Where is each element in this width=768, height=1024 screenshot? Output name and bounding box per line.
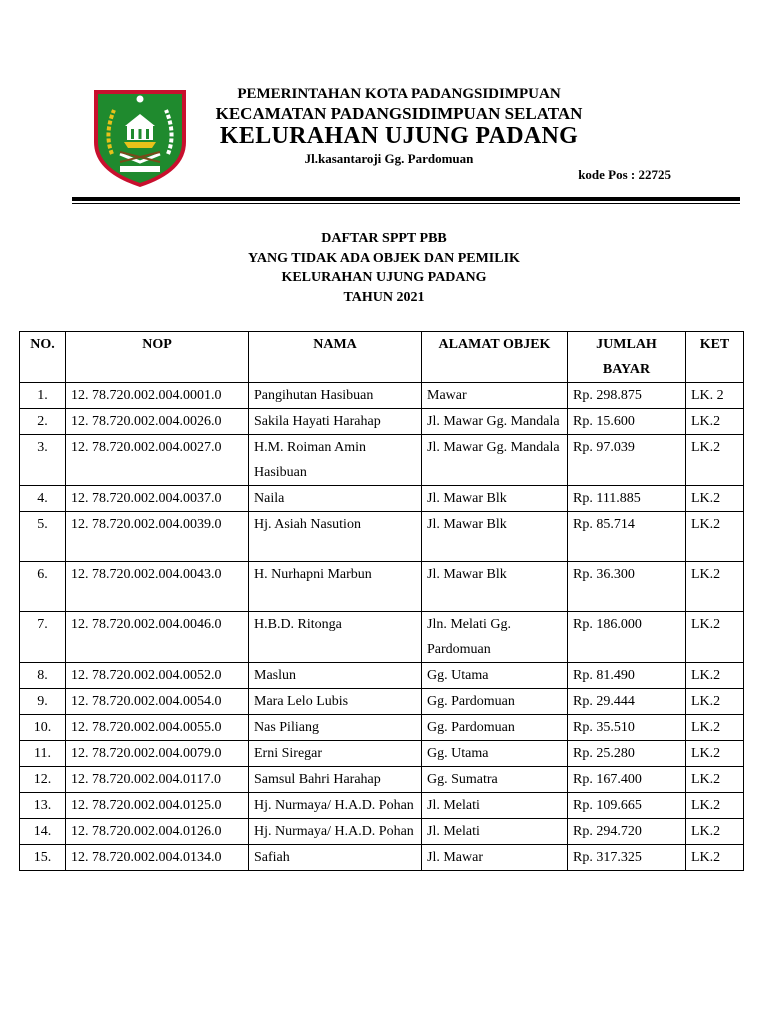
cell-nama: Hj. Asiah Nasution <box>249 512 422 562</box>
header-jumlah <box>568 332 686 383</box>
cell-ket: LK.2 <box>686 793 744 819</box>
cell-jumlah: Rp. 81.490 <box>568 663 686 689</box>
cell-ket: LK.2 <box>686 512 744 562</box>
cell-nop: 12. 78.720.002.004.0055.0 <box>66 715 249 741</box>
header-alamat: ALAMAT OBJEK <box>422 332 568 383</box>
cell-nama: Safiah <box>249 845 422 871</box>
cell-no: 5. <box>20 512 66 562</box>
cell-alamat: Jl. Melati <box>422 819 568 845</box>
cell-jumlah: Rp. 85.714 <box>568 512 686 562</box>
table-row <box>20 383 744 409</box>
header-jumlah-line2: BAYAR <box>602 362 651 377</box>
cell-jumlah: Rp. 25.280 <box>568 741 686 767</box>
cell-nama: H.B.D. Ritonga <box>249 612 422 663</box>
cell-ket: LK.2 <box>686 741 744 767</box>
title-line-4: TAHUN 2021 <box>343 289 425 305</box>
cell-alamat: Jl. Mawar Blk <box>422 512 568 562</box>
header-ket: KET <box>686 332 744 383</box>
table-row <box>20 767 744 793</box>
cell-nop: 12. 78.720.002.004.0134.0 <box>66 845 249 871</box>
cell-no: 14. <box>20 819 66 845</box>
cell-alamat: Jl. Mawar <box>422 845 568 871</box>
header-jumlah-line1: JUMLAH <box>596 337 657 352</box>
cell-jumlah: Rp. 109.665 <box>568 793 686 819</box>
cell-ket: LK.2 <box>686 845 744 871</box>
cell-alamat: Jl. Mawar Gg. Mandala <box>422 435 568 486</box>
cell-no: 6. <box>20 562 66 612</box>
cell-alamat: Jl. Mawar Blk <box>422 562 568 612</box>
cell-jumlah: Rp. 111.885 <box>568 486 686 512</box>
kelurahan-name: KELURAHAN UJUNG PADANG <box>219 123 579 149</box>
cell-jumlah: Rp. 36.300 <box>568 562 686 612</box>
cell-alamat: Jl. Mawar Gg. Mandala <box>422 409 568 435</box>
cell-ket: LK.2 <box>686 612 744 663</box>
table-row <box>20 512 744 562</box>
header-nama: NAMA <box>249 332 422 383</box>
cell-no: 11. <box>20 741 66 767</box>
postal-code: kode Pos : 22725 <box>578 167 671 182</box>
cell-jumlah: Rp. 186.000 <box>568 612 686 663</box>
cell-no: 7. <box>20 612 66 663</box>
cell-nama: Nas Piliang <box>249 715 422 741</box>
cell-nop: 12. 78.720.002.004.0037.0 <box>66 486 249 512</box>
table-row <box>20 409 744 435</box>
table-row <box>20 435 744 486</box>
cell-jumlah: Rp. 298.875 <box>568 383 686 409</box>
cell-nama: Erni Siregar <box>249 741 422 767</box>
table-row <box>20 715 744 741</box>
table-row <box>20 689 744 715</box>
district-name: KECAMATAN PADANGSIDIMPUAN SELATAN <box>215 104 583 123</box>
cell-ket: LK.2 <box>686 689 744 715</box>
cell-alamat: Jl. Mawar Blk <box>422 486 568 512</box>
cell-nop: 12. 78.720.002.004.0043.0 <box>66 562 249 612</box>
title-line-1: DAFTAR SPPT PBB <box>321 231 447 246</box>
cell-jumlah: Rp. 167.400 <box>568 767 686 793</box>
cell-nop: 12. 78.720.002.004.0001.0 <box>66 383 249 409</box>
cell-nop: 12. 78.720.002.004.0039.0 <box>66 512 249 562</box>
cell-ket: LK.2 <box>686 435 744 486</box>
cell-jumlah: Rp. 317.325 <box>568 845 686 871</box>
table-row <box>20 793 744 819</box>
sppt-table <box>19 331 744 871</box>
title-line-3: KELURAHAN UJUNG PADANG <box>281 270 487 285</box>
table-row <box>20 741 744 767</box>
cell-ket: LK.2 <box>686 663 744 689</box>
cell-jumlah: Rp. 29.444 <box>568 689 686 715</box>
cell-ket: LK.2 <box>686 562 744 612</box>
header-nop: NOP <box>66 332 249 383</box>
government-name: PEMERINTAHAN KOTA PADANGSIDIMPUAN <box>237 86 561 102</box>
cell-nama: Hj. Nurmaya/ H.A.D. Pohan <box>249 793 422 819</box>
cell-nama: Hj. Nurmaya/ H.A.D. Pohan <box>249 819 422 845</box>
cell-no: 3. <box>20 435 66 486</box>
cell-ket: LK. 2 <box>686 383 744 409</box>
cell-alamat: Jl. Melati <box>422 793 568 819</box>
office-address: Jl.kasantaroji Gg. Pardomuan <box>304 151 474 166</box>
cell-alamat: Gg. Utama <box>422 663 568 689</box>
table-row <box>20 663 744 689</box>
cell-nama: H.M. Roiman Amin Hasibuan <box>249 435 422 486</box>
cell-no: 10. <box>20 715 66 741</box>
cell-alamat: Gg. Pardomuan <box>422 689 568 715</box>
cell-ket: LK.2 <box>686 819 744 845</box>
cell-ket: LK.2 <box>686 486 744 512</box>
cell-no: 15. <box>20 845 66 871</box>
cell-no: 4. <box>20 486 66 512</box>
cell-no: 1. <box>20 383 66 409</box>
cell-nama: Sakila Hayati Harahap <box>249 409 422 435</box>
table-row <box>20 819 744 845</box>
cell-alamat: Gg. Pardomuan <box>422 715 568 741</box>
document-title <box>0 229 768 307</box>
cell-nop: 12. 78.720.002.004.0046.0 <box>66 612 249 663</box>
cell-nama: H. Nurhapni Marbun <box>249 562 422 612</box>
cell-nama: Naila <box>249 486 422 512</box>
cell-nop: 12. 78.720.002.004.0026.0 <box>66 409 249 435</box>
table-row <box>20 562 744 612</box>
cell-nop: 12. 78.720.002.004.0027.0 <box>66 435 249 486</box>
cell-no: 12. <box>20 767 66 793</box>
cell-nama: Maslun <box>249 663 422 689</box>
cell-no: 9. <box>20 689 66 715</box>
cell-nop: 12. 78.720.002.004.0117.0 <box>66 767 249 793</box>
header-divider <box>72 197 740 201</box>
header-divider-thin <box>72 203 740 204</box>
cell-alamat: Mawar <box>422 383 568 409</box>
cell-alamat: Gg. Utama <box>422 741 568 767</box>
cell-jumlah: Rp. 15.600 <box>568 409 686 435</box>
cell-nama: Pangihutan Hasibuan <box>249 383 422 409</box>
cell-nop: 12. 78.720.002.004.0125.0 <box>66 793 249 819</box>
cell-ket: LK.2 <box>686 409 744 435</box>
table-row <box>20 845 744 871</box>
cell-ket: LK.2 <box>686 767 744 793</box>
cell-no: 8. <box>20 663 66 689</box>
cell-ket: LK.2 <box>686 715 744 741</box>
title-line-2: YANG TIDAK ADA OBJEK DAN PEMILIK <box>248 250 520 266</box>
cell-no: 2. <box>20 409 66 435</box>
cell-jumlah: Rp. 294.720 <box>568 819 686 845</box>
header-no: NO. <box>20 332 66 383</box>
cell-no: 13. <box>20 793 66 819</box>
table-row <box>20 612 744 663</box>
cell-nama: Mara Lelo Lubis <box>249 689 422 715</box>
cell-nop: 12. 78.720.002.004.0052.0 <box>66 663 249 689</box>
cell-jumlah: Rp. 35.510 <box>568 715 686 741</box>
cell-nop: 12. 78.720.002.004.0079.0 <box>66 741 249 767</box>
cell-jumlah: Rp. 97.039 <box>568 435 686 486</box>
cell-nop: 12. 78.720.002.004.0054.0 <box>66 689 249 715</box>
cell-nama: Samsul Bahri Harahap <box>249 767 422 793</box>
table-header-row <box>20 332 744 383</box>
cell-alamat: Gg. Sumatra <box>422 767 568 793</box>
cell-alamat: Jln. Melati Gg. Pardomuan <box>422 612 568 663</box>
cell-nop: 12. 78.720.002.004.0126.0 <box>66 819 249 845</box>
table-row <box>20 486 744 512</box>
